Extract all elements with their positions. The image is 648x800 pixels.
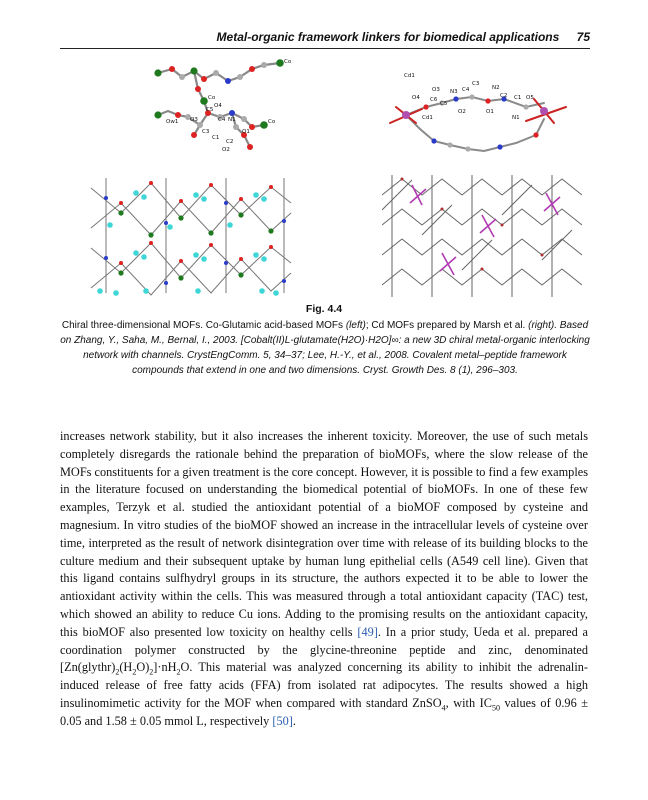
caption-mid: ; Cd MOFs prepared by Marsh et al. — [365, 320, 529, 331]
paragraph-text: O) — [136, 660, 150, 675]
atom-label: C4 — [218, 117, 226, 123]
atom-label: O1 — [486, 109, 494, 115]
atom-label: C3 — [202, 129, 210, 135]
atom-label: O5 — [526, 95, 534, 101]
atom-label: C5 — [206, 107, 214, 113]
caption-source: . Based on Zhang, Y., Saha, M., Bernal, I., 2003. [Cobalt(II)L-glutamate(H2O)·H2O]∞: a new 3D chiral metal-organic interlocking network with channels. CrystEngComm. 5, 34–37; Lee, H.-Y., et al., 2008. Covalent metal–peptide framework compounds that extend in one and two dimensions. Cryst. Growth Des. 8 (1), 296–303. — [60, 320, 590, 376]
figure-caption — [60, 318, 590, 378]
atom-label: C5 — [440, 101, 448, 107]
page-number: 75 — [576, 30, 590, 44]
panel-co-packing-channels — [86, 173, 296, 298]
atom-label: Cd1 — [404, 73, 415, 79]
paragraph-text: O. This material was analyzed concerning its ability to inhibit the adrenalin-induced release of free fatty acids (FFA) from isolated rat adipocytes. The results showed a high insulinomimetic activity for the MOF when compared with standard ZnSO — [60, 660, 588, 710]
atom-label: Ow1 — [166, 119, 179, 125]
caption-right-tag: (right) — [528, 320, 555, 331]
panel-cd-peptide-chain — [376, 63, 576, 163]
panel-cd-network — [382, 175, 582, 297]
caption-left-tag: (left) — [345, 320, 366, 331]
subscript: 2 — [115, 667, 120, 677]
citation-link[interactable]: [49] — [357, 624, 378, 639]
paragraph-text: . — [292, 713, 296, 728]
atom-label: O4 — [412, 95, 420, 101]
atom-label: O3 — [432, 87, 440, 93]
atom-label: Co — [208, 95, 216, 101]
atom-label: N3 — [450, 89, 458, 95]
atom-label: Cd1 — [422, 115, 433, 121]
atom-label: N1 — [512, 115, 520, 121]
atom-label: O2 — [222, 147, 230, 153]
subscript: 4 — [441, 703, 446, 713]
atom-label: C1 — [514, 95, 522, 101]
atom-label: O2 — [458, 109, 466, 115]
atom-label: N2 — [492, 85, 500, 91]
paragraph-text: increases network stability, but it also increases the inherent toxicity. Moreover, the use of such metals completely disregards the rationale behind the preparation of bioMOFs, where the slow release of the MOFs constituents for a given treatment is the core concept. However, it is possible to find a few examples in the literature focused on understanding the biomedical potential of bioMOFs. In one of these few examples, Terzyk et al. studied the antioxidant potential of a bioMOF composed by cysteine and magnesium. In vitro studies of the bioMOF showed an increase in the intracellular levels of cysteine over time, interpreted as the result of network disintegration over time with release of its building blocks to the culture medium and their subsequent uptake by human lung epithelial cells (A549 cell line). Given that this ligand contains sulfhydryl groups in its structure, the authors expected it to be able to lower the antioxidant activity within the cells. This was measured through a total antioxidant capacity (TAC) test, which showed an ability to reduce Cu ions. Adding to the promising results on the antioxidant capacity, this bioMOF also presented low toxicity on healthy cells — [60, 429, 588, 639]
subscript: 2 — [132, 667, 137, 677]
atom-label: C2 — [500, 93, 508, 99]
atom-label: C6 — [430, 97, 438, 103]
paragraph-text: (H — [119, 660, 133, 675]
atom-label: O3 — [190, 117, 198, 123]
atom-label: N1 — [228, 117, 236, 123]
atom-label: Co — [284, 59, 292, 65]
figure-4-4 — [86, 55, 586, 305]
atom-label: Co — [268, 119, 276, 125]
figure-label: Fig. 4.4 — [305, 303, 343, 315]
atom-label: O1 — [242, 129, 250, 135]
atom-label: C1 — [212, 135, 220, 141]
paragraph-text: . In a prior study, Ueda et al. prepared a coordination polymer constructed by the glycine-threonine peptide and zinc, denominated [Zn(glythr) — [60, 624, 588, 675]
atom-label: C3 — [472, 81, 480, 87]
paragraph-text: values of 0.96 ± 0.05 and 1.58 ± 0.05 mmol L, respectively — [60, 695, 588, 728]
panel-co-glutamate-molecule — [148, 55, 298, 155]
subscript: 2 — [176, 667, 181, 677]
subscript: 50 — [491, 703, 500, 713]
running-header — [60, 30, 590, 49]
running-title: Metal-organic framework linkers for biomedical applications — [216, 30, 560, 44]
atom-label: O4 — [214, 103, 222, 109]
atom-label: C2 — [226, 139, 234, 145]
paragraph-text: ]·nH — [153, 660, 177, 675]
caption-lead: Chiral three-dimensional MOFs. Co-Glutamic acid-based MOFs — [61, 320, 346, 331]
paragraph-text: , with IC — [445, 695, 492, 710]
body-paragraph — [60, 428, 588, 731]
atom-label: C4 — [462, 87, 470, 93]
citation-link[interactable]: [50] — [272, 713, 293, 728]
subscript: 2 — [149, 667, 154, 677]
